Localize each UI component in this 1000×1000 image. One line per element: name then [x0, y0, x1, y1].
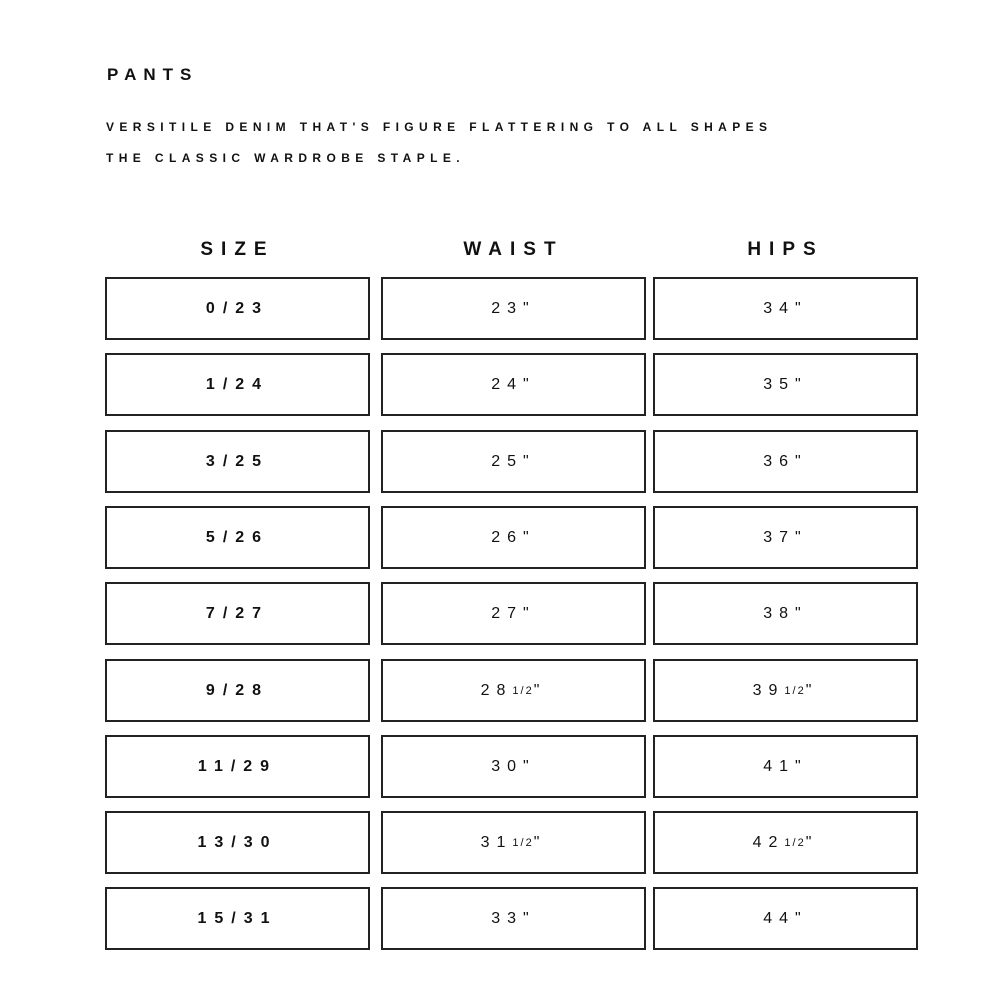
description-line-2: THE CLASSIC WARDROBE STAPLE.: [106, 151, 465, 165]
table-cell-hips: 35": [653, 353, 918, 416]
table-cell-waist: 31 1/2 ": [381, 811, 646, 874]
table-cell-hips: 39 1/2 ": [653, 659, 918, 722]
table-cell-size: 1/24: [105, 353, 370, 416]
column-header-hips: HIPS: [747, 239, 824, 260]
table-cell-waist: 23": [381, 277, 646, 340]
table-cell-waist: 33": [381, 887, 646, 950]
table-cell-size: 5/26: [105, 506, 370, 569]
table-cell-hips: 37": [653, 506, 918, 569]
table-cell-hips: 34": [653, 277, 918, 340]
table-cell-size: 13/30: [105, 811, 370, 874]
column-header-size: SIZE: [200, 239, 275, 260]
table-cell-waist: 26": [381, 506, 646, 569]
table-cell-size: 0/23: [105, 277, 370, 340]
table-cell-size: 15/31: [105, 887, 370, 950]
table-cell-hips: 41": [653, 735, 918, 798]
table-cell-size: 3/25: [105, 430, 370, 493]
table-cell-waist: 27": [381, 582, 646, 645]
table-cell-waist: 25": [381, 430, 646, 493]
table-cell-hips: 42 1/2 ": [653, 811, 918, 874]
table-cell-hips: 36": [653, 430, 918, 493]
page-title: PANTS: [107, 65, 199, 84]
table-cell-size: 11/29: [105, 735, 370, 798]
table-cell-waist: 24": [381, 353, 646, 416]
table-cell-waist: 30": [381, 735, 646, 798]
description-line-1: VERSITILE DENIM THAT'S FIGURE FLATTERING TO ALL SHAPES: [106, 120, 773, 134]
table-cell-hips: 38": [653, 582, 918, 645]
table-cell-hips: 44": [653, 887, 918, 950]
table-cell-size: 7/27: [105, 582, 370, 645]
column-header-waist: WAIST: [463, 239, 564, 260]
table-cell-waist: 28 1/2 ": [381, 659, 646, 722]
table-cell-size: 9/28: [105, 659, 370, 722]
